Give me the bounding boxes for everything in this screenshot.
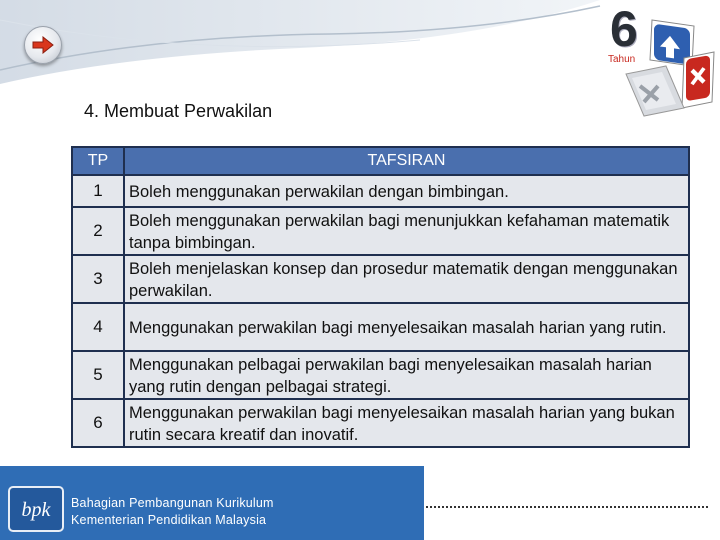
section-title: 4. Membuat Perwakilan <box>84 101 273 121</box>
tp-level: 6 <box>72 399 124 447</box>
tafsiran-text: Boleh menggunakan perwakilan bagi menunjukkan kefahaman matematik tanpa bimbingan. <box>124 207 689 255</box>
footer-ministry: Kementerian Pendidikan Malaysia <box>71 513 267 527</box>
table-row <box>72 351 689 399</box>
bpk-logo-text: bpk <box>21 499 51 521</box>
tafsiran-text: Menggunakan pelbagai perwakilan bagi menyelesaikan masalah harian yang rutin dengan pelbagai strategi. <box>124 351 689 399</box>
bpk-logo <box>8 486 64 532</box>
tp-table <box>71 146 690 448</box>
table-row <box>72 207 689 255</box>
tp-level: 3 <box>72 255 124 303</box>
header-tafsiran: TAFSIRAN <box>124 147 689 175</box>
header-tp: TP <box>72 147 124 175</box>
next-slide-button[interactable] <box>24 26 62 64</box>
table-row <box>72 303 689 351</box>
table-row <box>72 175 689 207</box>
logo-number: 6 <box>610 1 638 57</box>
tp-level: 1 <box>72 175 124 207</box>
tafsiran-text: Boleh menjelaskan konsep dan prosedur matematik dengan menggunakan perwakilan. <box>124 255 689 303</box>
tafsiran-text: Boleh menggunakan perwakilan dengan bimbingan. <box>124 175 689 207</box>
tp-level: 5 <box>72 351 124 399</box>
tp-level: 4 <box>72 303 124 351</box>
table-row <box>72 399 689 447</box>
footer-dotted-line <box>426 506 708 508</box>
logo-word: Tahun <box>608 54 636 65</box>
table-header-row <box>72 147 689 175</box>
tp-level: 2 <box>72 207 124 255</box>
tafsiran-text: Menggunakan perwakilan bagi menyelesaikan masalah harian yang rutin. <box>124 303 689 351</box>
arrow-right-icon <box>32 36 54 54</box>
table-row <box>72 255 689 303</box>
footer-department: Bahagian Pembangunan Kurikulum <box>71 496 274 510</box>
tafsiran-text: Menggunakan perwakilan bagi menyelesaikan masalah harian yang bukan rutin secara kreatif dan inovatif. <box>124 399 689 447</box>
